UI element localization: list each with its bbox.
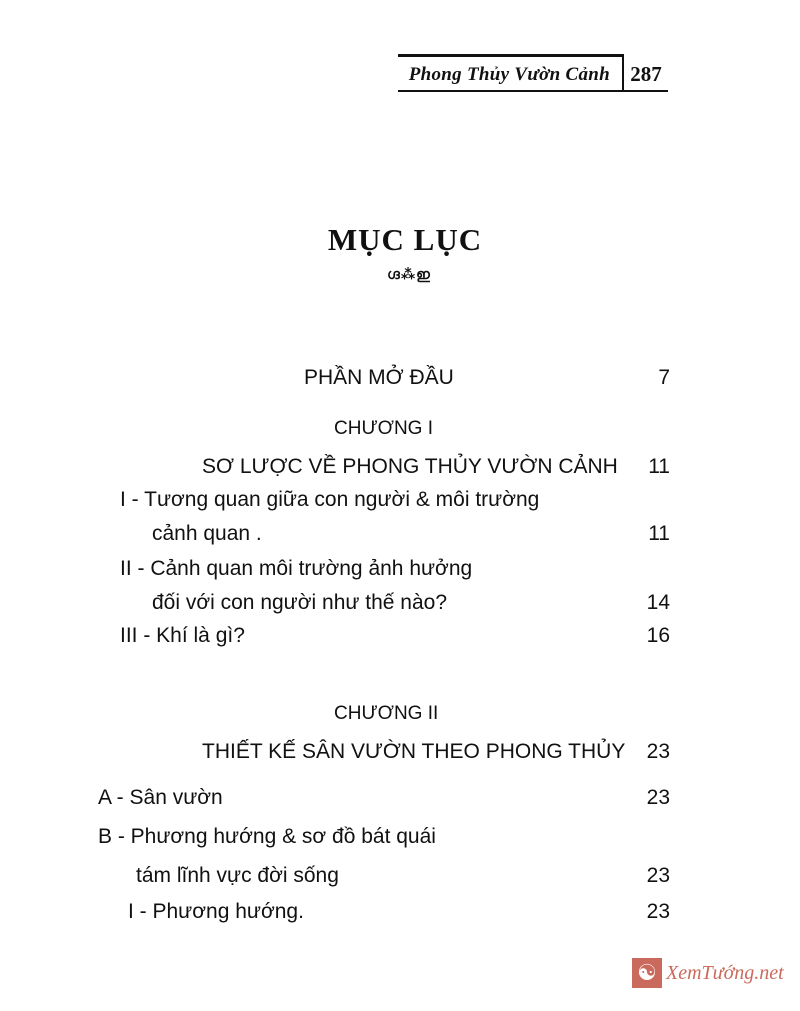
- toc-entry-text: III - Khí là gì?: [120, 624, 245, 647]
- toc-entry-text: PHẦN MỞ ĐẦU: [304, 366, 454, 389]
- toc-entry-text: A - Sân vườn: [98, 786, 223, 809]
- toc-entry-page: 23: [646, 786, 670, 809]
- watermark-text: XemTướng.net: [666, 961, 784, 984]
- toc-entry-text: cảnh quan .: [152, 522, 262, 545]
- chapter-heading: CHƯƠNG I: [334, 418, 434, 439]
- chapter-heading: CHƯƠNG II: [334, 703, 439, 724]
- toc-entry-text: tám lĩnh vực đời sống: [136, 864, 339, 887]
- page-title: MỤC LỤC: [327, 222, 483, 257]
- toc-entry-text: II - Cảnh quan môi trường ảnh hưởng: [120, 557, 473, 580]
- toc-entry-page: 23: [646, 900, 670, 923]
- toc-entry-page: 14: [646, 591, 670, 614]
- toc-entry-page: 23: [646, 864, 670, 887]
- watermark-logo: [632, 958, 784, 988]
- header-rule-bottom: [398, 90, 668, 92]
- ornament: [0, 267, 800, 283]
- toc-entry-text: THIẾT KẾ SÂN VƯỜN THEO PHONG THỦY: [202, 740, 626, 763]
- running-title: Phong Thủy Vườn Cảnh: [408, 64, 610, 85]
- ornament-text: ഗ്ദ⁂ഇ: [387, 267, 431, 283]
- toc-entry-text: I - Phương hướng.: [128, 900, 304, 923]
- toc-entry-page: 16: [646, 624, 670, 647]
- page-number: 287: [630, 62, 662, 86]
- toc-entry-text: đối với con người như thế nào?: [152, 591, 448, 614]
- header-rule-top: [398, 54, 624, 57]
- toc-entry-text: B - Phương hướng & sơ đồ bát quái: [98, 825, 436, 848]
- yin-yang-icon: ☯: [632, 958, 662, 988]
- toc-entry-page: 23: [646, 740, 670, 763]
- toc-entry-page: 11: [648, 522, 670, 545]
- toc-entry-page: 11: [648, 455, 670, 478]
- toc-entry-text: SƠ LƯỢC VỀ PHONG THỦY VƯỜN CẢNH: [202, 455, 618, 478]
- toc-entry-text: I - Tương quan giữa con người & môi trường: [120, 488, 540, 511]
- toc-entry-page: 7: [658, 366, 670, 389]
